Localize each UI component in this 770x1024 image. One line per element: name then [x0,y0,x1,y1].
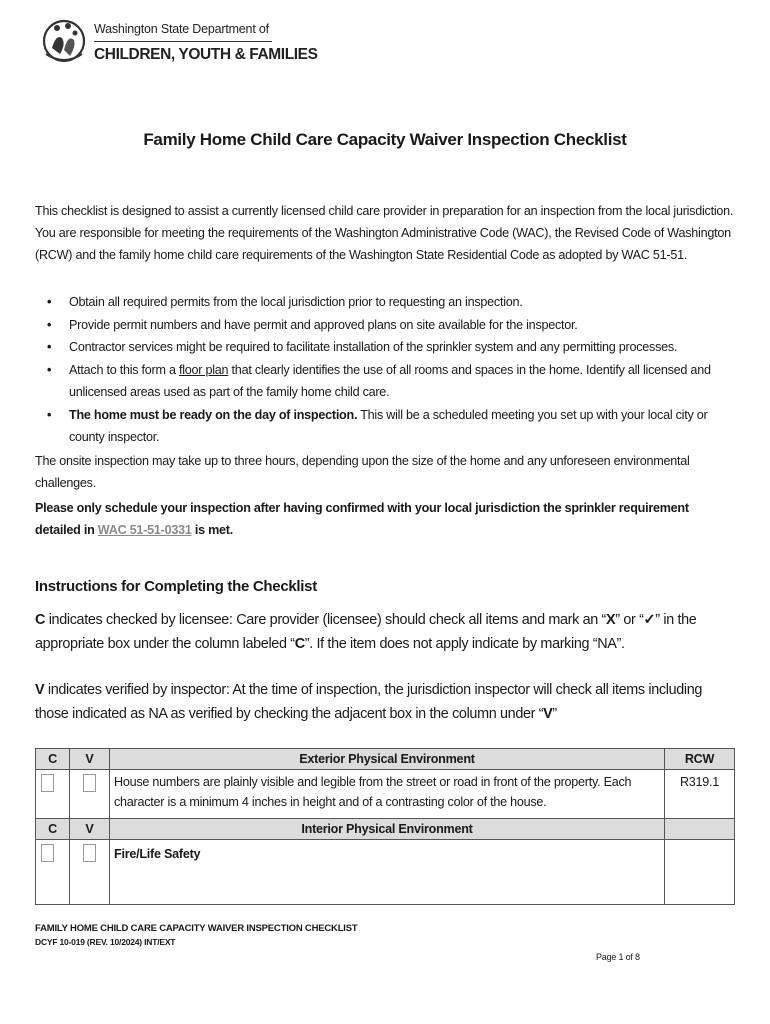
list-item: • The home must be ready on the day of inspection. This will be a scheduled meeting you set up with your local city or county inspector. [35,404,735,449]
bullet-icon: • [47,295,52,309]
checklist-table [35,748,735,893]
bullet-icon: • [47,407,52,422]
table-header-row [36,749,735,770]
c-instructions: C indicates checked by licensee: Care provider (licensee) should check all items and mark an “X” or “✓” in the appropriate box under the column labeled “C”. If the item does not apply indicate by marking “NA”. [35,612,697,652]
checkmark-icon: ✓ [643,612,656,628]
document-title: Family Home Child Care Capacity Waiver Inspection Checklist [143,130,627,149]
column-c-header: C [36,819,70,840]
requirements-list [35,291,735,449]
bullet-icon: • [47,317,52,332]
agency-name-line1: Washington State Department of [94,22,269,36]
v-instructions: V indicates verified by inspector: At the time of inspection, the jurisdiction inspector will check all items including those indicated as NA as verified by checking the adjacent box in the column under “V” [35,682,703,722]
rcw-reference: R319.1 [665,770,735,819]
item-description: House numbers are plainly visible and legible from the street or road in front of the property. Each character is a minimum 4 inches in height and of a contrasting color of the house. [110,770,665,819]
column-v-header: V [70,749,110,770]
licensee-checkbox[interactable] [41,774,54,792]
table-header-row [36,819,735,840]
wac-link[interactable]: WAC 51-51-0331 [97,523,192,537]
column-v-header: V [70,819,110,840]
item-category: Fire/Life Safety [110,840,665,905]
licensee-checkbox[interactable] [41,844,54,862]
inspector-checkbox[interactable] [83,774,96,792]
footer-form-id: DCYF 10-019 (REV. 10/2024) INT/EXT [35,937,176,947]
table-row [36,770,735,819]
table-row [36,840,735,905]
intro-paragraph: This checklist is designed to assist a currently licensed child care provider in preparation for an inspection from the local jurisdiction. You are responsible for meeting the requirements of the Washington Administrative Code (WAC), the Revised Code of Washington (RCW) and the family home child care requirements of the Washington State Residential Code as adopted by WAC 51-51. [35,204,734,262]
bullet-icon: • [47,362,52,377]
list-item: • Obtain all required permits from the local jurisdiction prior to requesting an inspection. [35,291,735,314]
list-item: • Attach to this form a floor plan that clearly identifies the use of all rooms and spaces in the home. Identify all licensed and unlicensed areas used as part of the family home child care. [35,359,735,404]
bullet-icon: • [47,340,52,354]
logo-divider [94,41,272,42]
onsite-note: The onsite inspection may take up to three hours, depending upon the size of the home and any unforeseen environmental challenges. [35,454,690,490]
inspector-checkbox[interactable] [83,844,96,862]
footer-form-title: FAMILY HOME CHILD CARE CAPACITY WAIVER INSPECTION CHECKLIST [35,923,358,934]
list-item: • Provide permit numbers and have permit and approved plans on site available for the inspector. [35,314,735,337]
page-number: Page 1 of 8 [596,952,640,962]
section-interior-header: Interior Physical Environment [110,819,665,840]
instructions-heading: Instructions for Completing the Checklist [35,578,317,595]
agency-name-line2: CHILDREN, YOUTH & FAMILIES [94,46,318,63]
column-c-header: C [36,749,70,770]
agency-logo [42,14,318,76]
section-exterior-header: Exterior Physical Environment [110,749,665,770]
list-item: • Contractor services might be required to facilitate installation of the sprinkler system and any permitting processes. [35,336,735,359]
floor-plan-link[interactable]: floor plan [179,362,229,377]
dcyf-logo-icon [42,14,86,68]
schedule-warning: Please only schedule your inspection after having confirmed with your local jurisdiction the sprinkler requirement detailed in WAC 51-51-0331 is met. [35,501,689,537]
column-rcw-header: RCW [665,749,735,770]
